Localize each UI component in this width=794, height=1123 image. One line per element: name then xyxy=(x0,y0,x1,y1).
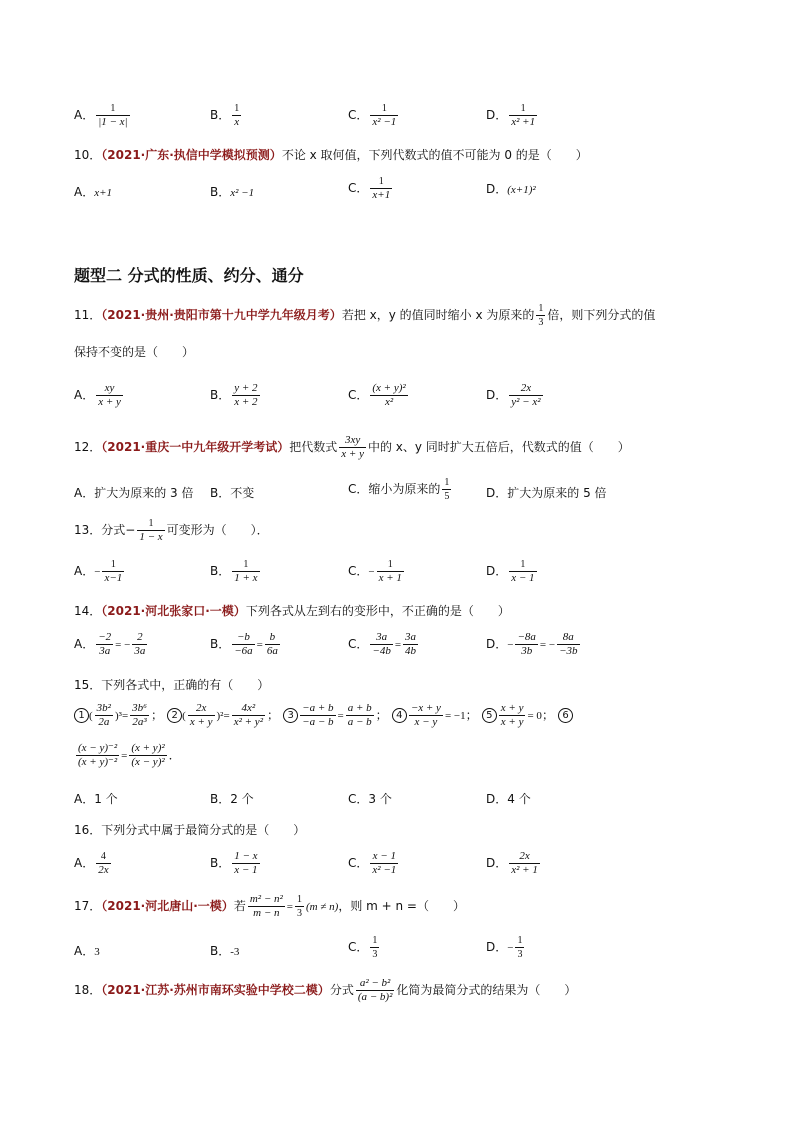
q15-items-line2 xyxy=(74,742,181,769)
q17-source: （2021·河北唐山·一模） xyxy=(101,899,234,913)
q12-option-c: C．缩小为原来的 $\frac{1}{5}$ xyxy=(348,477,450,502)
q14-option-a: A． $\frac{-2}{3a}$ = − $\frac{2}{3a}$ xyxy=(74,631,146,657)
q9-option-c: C． $\frac{1}{\text{x² −1}}$ xyxy=(348,103,397,128)
q15-option-d: D．4 个 xyxy=(486,792,531,806)
q10-source: （2021·广东·执信中学模拟预测） xyxy=(101,148,282,162)
q15-item-4: 4 $\frac{-x + y}{x - y}$ = −1； xyxy=(392,708,478,723)
section-heading: 题型二 分式的性质、约分、通分 xyxy=(74,266,304,285)
q11-source: （2021·贵州·贵阳市第十九中学九年级月考） xyxy=(101,308,342,322)
q11-option-b: B． $\frac{y + 2}{x + 2}$ xyxy=(210,382,258,408)
q15-items-line1 xyxy=(74,702,573,729)
q15-option-b: B．2 个 xyxy=(210,792,254,806)
q15-item-3: 3 $\frac{-a + b}{-a - b}$ = $\frac{a + b}{a - b}$ ； xyxy=(283,708,388,723)
q11-stem: 11．（2021·贵州·贵阳市第十九中学九年级月考）若把 x，y 的值同时缩小 x 为原来的 $\frac{1}{3}$ 倍，则下列分式的值 xyxy=(74,303,656,328)
q10-option-d: D．(x+1)² xyxy=(486,182,536,196)
q12-source: （2021·重庆一中九年级开学考试） xyxy=(101,440,290,454)
q14-option-d: D．− $\frac{-8a}{3b}$ = − $\frac{8a}{-3b}$ xyxy=(486,631,578,657)
q11-option-d: D． $\frac{2x}{\text{y² − x²}}$ xyxy=(486,382,541,408)
q17-option-d: D．− $\frac{1}{3}$ xyxy=(486,935,523,960)
q18-source: （2021·江苏·苏州市南环实验中学校二模） xyxy=(101,983,330,997)
q15-option-a: A．1 个 xyxy=(74,792,118,806)
q9-option-d: D． $\frac{1}{\text{x² +1}}$ xyxy=(486,103,536,128)
q13-stem: 13．分式− $\frac{1}{1 - x}$ 可变形为（ ）． xyxy=(74,518,269,543)
q10-option-b: B．x² −1 xyxy=(210,185,255,199)
q13-option-d: D． $\frac{1}{x - 1}$ xyxy=(486,559,535,584)
q14-stem: 14．（2021·河北张家口·一模）下列各式从左到右的变形中，不正确的是（ ） xyxy=(74,604,510,618)
q15-item-1: 1 ( $\frac{\text{3b²}}{2a}$ )³= $\frac{\text{3b⁶}}{\text{2a³}}$ ； xyxy=(74,708,163,723)
q10-stem: 10．（2021·广东·执信中学模拟预测）不论 x 取何值，下列代数式的值不可能为 0 的是（ ） xyxy=(74,148,588,162)
q14-source: （2021·河北张家口·一模） xyxy=(101,604,246,618)
q11-option-a: A． $\frac{xy}{x + y}$ xyxy=(74,382,121,408)
q11-stem-cont: 保持不变的是（ ） xyxy=(74,345,195,359)
q10-option-a: A．x+1 xyxy=(74,185,113,199)
q15-item-5: 5 $\frac{x + y}{x + y}$ = 0； xyxy=(482,708,554,723)
q17-stem: 17．（2021·河北唐山·一模）若 $\frac{\text{m² − n²}}{m - n}$ = $\frac{1}{3}$ (m ≠ n)，则 m + n =（ ） xyxy=(74,893,465,919)
q11-option-c: C． $\frac{\text{(x + y)²}}{\text{x²}}$ xyxy=(348,382,406,408)
q12-stem: 12．（2021·重庆一中九年级开学考试）把代数式 $\frac{3xy}{x + y}$ 中的 x、y 同时扩大五倍后，代数式的值（ ） xyxy=(74,434,630,460)
q16-option-d: D． $\frac{2x}{\text{x² + 1}}$ xyxy=(486,850,538,876)
q13-option-a: A．− $\frac{1}{x-1}$ xyxy=(74,559,123,584)
q15-item-6: $\frac{\text{(x − y)⁻²}}{\text{(x + y)⁻²}}$ = $\frac{\text{(x + y)²}}{\text{(x − y)²}}$ ． xyxy=(78,742,181,768)
q16-option-b: B． $\frac{1 - x}{x - 1}$ xyxy=(210,850,258,876)
q18-stem: 18．（2021·江苏·苏州市南环实验中学校二模）分式 $\frac{\text{a² − b²}}{\text{(a − b)²}}$ 化简为最简分式的结果为（ ） xyxy=(74,977,577,1003)
q17-option-c: C． $\frac{1}{3}$ xyxy=(348,935,378,960)
q12-option-d: D．扩大为原来的 5 倍 xyxy=(486,486,607,500)
q15-item-2: 2 ( $\frac{2x}{x + y}$ )²= $\frac{\text{4x²}}{\text{x² + y²}}$ ； xyxy=(167,708,279,723)
q14-option-c: C． $\frac{3a}{-4b}$ = $\frac{3a}{4b}$ xyxy=(348,631,417,657)
q17-option-a: A．3 xyxy=(74,944,100,958)
q14-option-b: B． $\frac{-b}{-6a}$ = $\frac{b}{6a}$ xyxy=(210,631,278,657)
q16-option-a: A． $\frac{4}{2x}$ xyxy=(74,851,109,876)
q9-option-a: A． $\frac{1}{|1 - x|}$ xyxy=(74,103,128,128)
q13-option-c: C．− $\frac{1}{x + 1}$ xyxy=(348,559,402,584)
q15-option-c: C．3 个 xyxy=(348,792,392,806)
q16-stem: 16．下列分式中属于最简分式的是（ ） xyxy=(74,823,306,837)
q13-option-b: B． $\frac{1}{1 + x}$ xyxy=(210,559,258,584)
q12-option-b: B．不变 xyxy=(210,486,255,500)
q15-item-6-mark: 6 xyxy=(558,708,573,723)
q17-option-b: B．-3 xyxy=(210,944,240,958)
q15-stem: 15．下列各式中，正确的有（ ） xyxy=(74,678,270,692)
q9-option-b: B． $\frac{1}{x}$ xyxy=(210,103,240,128)
q16-option-c: C． $\frac{x - 1}{\text{x² −1}}$ xyxy=(348,850,397,876)
q10-option-c: C． $\frac{1}{x+1}$ xyxy=(348,176,391,201)
q12-option-a: A．扩大为原来的 3 倍 xyxy=(74,486,194,500)
